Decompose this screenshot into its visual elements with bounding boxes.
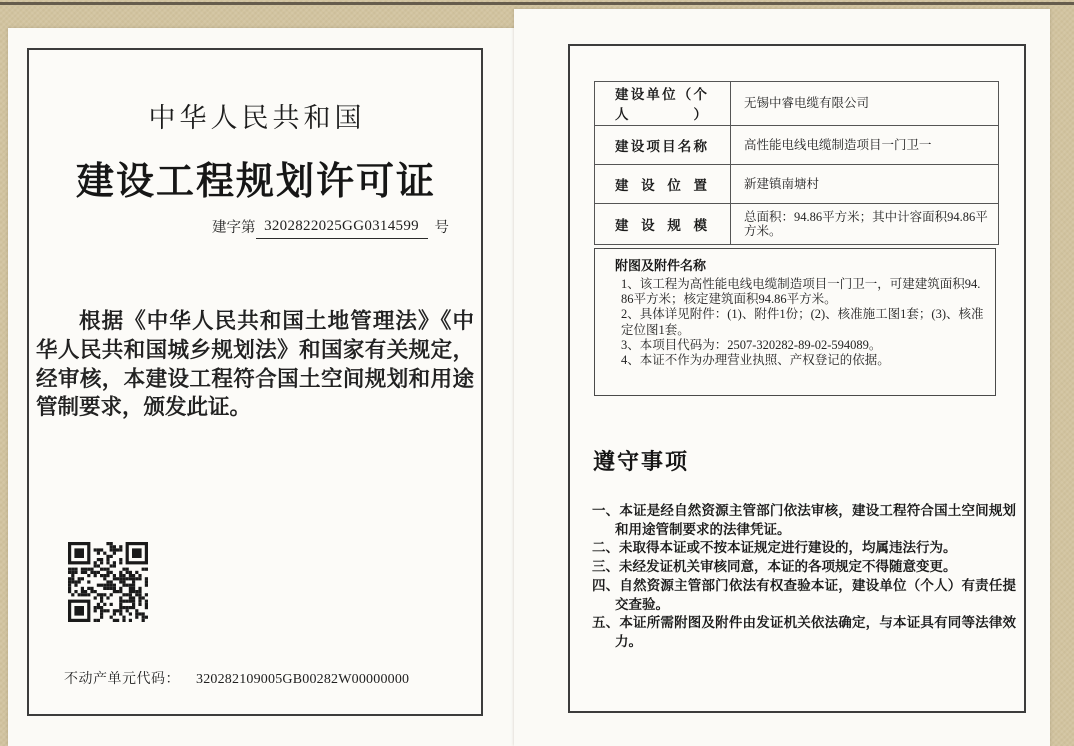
- serial-number-value: 3202822025GG0314599: [256, 218, 428, 239]
- attachment-item: 3、本项目代码为：2507-320282-89-02-594089。: [621, 337, 882, 352]
- compliance-item: 一、本证是经自然资源主管部门依法审核，建设工程符合国土空间规划和用途管制要求的法律凭证。: [592, 503, 1016, 537]
- row-label-cell: [595, 204, 731, 245]
- row-value-cell: 高性能电线电缆制造项目一门卫一: [731, 126, 999, 165]
- permit-statement-paragraph: 根据《中华人民共和国土地管理法》《中华人民共和国城乡规划法》和国家有关规定，经审核，本建设工程符合国土空间规划和用途管制要求，颁发此证。: [36, 309, 474, 420]
- table-row: [595, 204, 999, 245]
- serial-prefix-label: 建字第: [212, 220, 256, 236]
- compliance-list: [592, 502, 1016, 652]
- attachment-item: 1、该工程为高性能电线电缆制造项目一门卫一，可建建筑面积94.86平方米；核定建筑面积94.86平方米。: [621, 277, 981, 307]
- qr-code-image: [68, 542, 148, 622]
- row-label: 建设规模: [615, 217, 707, 233]
- table-row: [595, 126, 999, 165]
- table-row: [595, 82, 999, 126]
- row-value-cell: 总面积：94.86平方米；其中计容面积94.86平方米。: [731, 204, 999, 245]
- serial-suffix-label: 号: [434, 220, 449, 236]
- compliance-section-title: 遵守事项: [593, 449, 690, 474]
- unit-code-value: 320282109005GB00282W00000000: [196, 672, 410, 687]
- attachments-list: [621, 277, 985, 368]
- unit-code-label: 不动产单元代码：: [64, 672, 180, 687]
- country-title: 中华人民共和国: [148, 103, 366, 133]
- compliance-item: 五、本证所需附图及附件由发证机关依法确定，与本证具有同等法律效力。: [592, 615, 1016, 649]
- compliance-item: 二、未取得本证或不按本证规定进行建设的，均属违法行为。: [592, 540, 957, 556]
- row-label-cell: [595, 165, 731, 204]
- scan-top-edge-line: [0, 2, 1074, 5]
- row-label: 建设项目名称: [615, 138, 707, 154]
- compliance-item: 三、未经发证机关审核同意，本证的各项规定不得随意变更。: [592, 559, 957, 575]
- row-value-cell: 无锡中睿电缆有限公司: [731, 82, 999, 126]
- attachments-title: 附图及附件名称: [615, 258, 707, 273]
- permit-title: 建设工程规划许可证: [75, 161, 436, 203]
- attachments-box: [594, 248, 996, 396]
- project-info-table: [594, 81, 999, 245]
- attachment-item: 2、具体详见附件：(1)、附件1份；(2)、核准施工图1套；(3)、核准定位图1套。: [621, 307, 984, 337]
- attachment-item: 4、本证不作为办理营业执照、产权登记的依据。: [621, 353, 890, 368]
- compliance-item: 四、自然资源主管部门依法有权查验本证，建设单位（个人）有责任提交查验。: [592, 577, 1016, 612]
- real-estate-unit-code-line: [64, 668, 409, 688]
- qr-code: [68, 542, 148, 622]
- row-label-cell: [595, 82, 731, 126]
- row-label: 建设单位（个人）: [615, 87, 707, 122]
- serial-number-line: [212, 216, 449, 239]
- row-label-cell: [595, 126, 731, 165]
- row-value-cell: 新建镇南塘村: [731, 165, 999, 204]
- row-label: 建设位置: [615, 177, 707, 193]
- table-row: [595, 165, 999, 204]
